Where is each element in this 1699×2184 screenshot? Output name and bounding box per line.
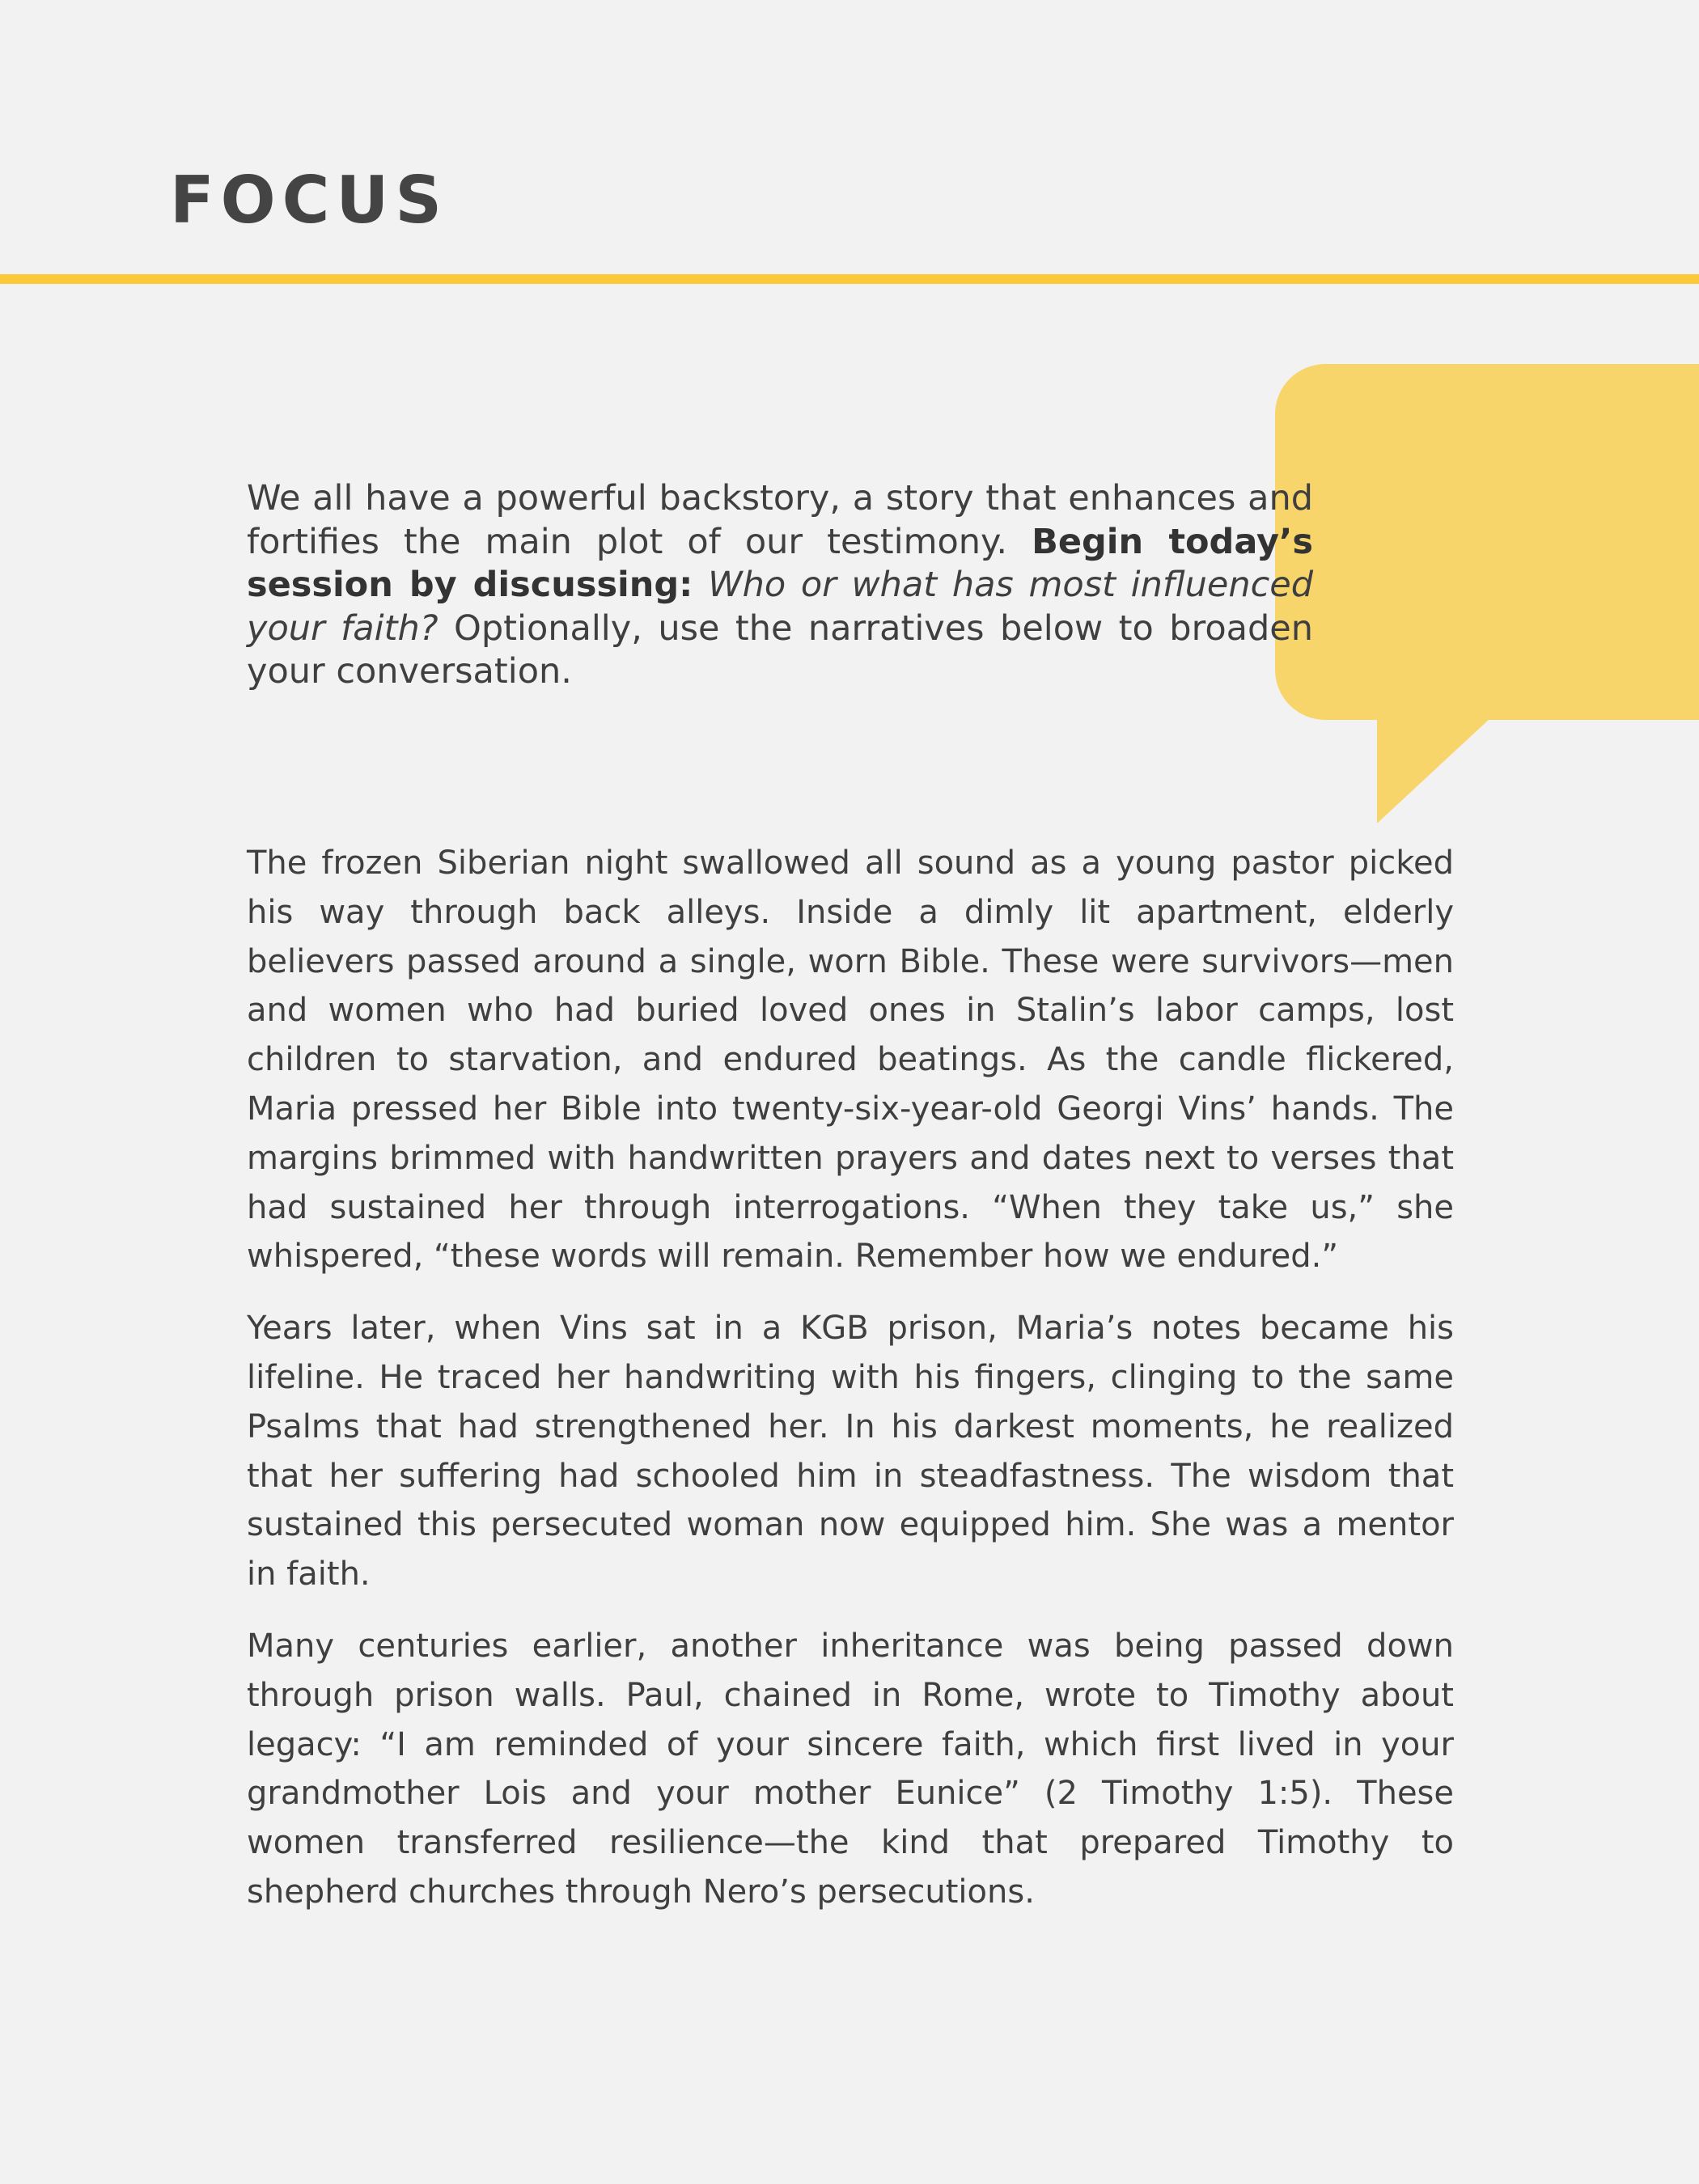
narrative-paragraph: Years later, when Vins sat in a KGB prison, Maria’s notes became his lifeline. He traced her handwriting with his fingers, clinging to the same Psalms that had strengthened her. In his darkest moments, he realized that her suffering had schooled him in steadfastness. The wisdom that sustained this persecuted woman now equipped him. She was a mentor in faith.: [247, 1310, 1454, 1594]
intro-bold: Begin today’s session by discussing:: [247, 521, 1313, 605]
intro-tail: Optionally, use the narratives below to broaden your conversation.: [247, 607, 1313, 692]
title-divider: [0, 274, 1699, 284]
intro-lead: We all have a powerful backstory, a story that enhances and fortifies the main plot of our testimony.: [247, 478, 1313, 562]
intro-question: Who or what has most influenced your faith?: [247, 565, 1313, 649]
intro-prompt: [247, 477, 1313, 694]
page-title: FOCUS: [170, 163, 448, 238]
speech-bubble-icon: [1275, 364, 1699, 720]
narrative-body: [247, 839, 1454, 1940]
speech-bubble-tail: [1377, 718, 1490, 823]
speech-bubble-tail-shape: [1377, 718, 1490, 823]
narrative-paragraph: The frozen Siberian night swallowed all sound as a young pastor picked his way through back alleys. Inside a dimly lit apartment, elderly believers passed around a single, worn Bible. These were survivors—men and women who had buried loved ones in Stalin’s labor camps, lost children to starvation, and endured beatings. As the candle flickered, Maria pressed her Bible into twenty-six-year-old Georgi Vins’ hands. The margins brimmed with handwritten prayers and dates next to verses that had sustained her through interrogations. “When they take us,” she whispered, “these words will remain. Remember how we endured.”: [247, 844, 1454, 1276]
narrative-paragraph: Many centuries earlier, another inheritance was being passed down through prison walls. Paul, chained in Rome, wrote to Timothy about legacy: “I am reminded of your sincere faith, which first lived in your grandmother Lois and your mother Eunice” (2 Timothy 1:5). These women transferred resilience—the kind that prepared Timothy to shepherd churches through Nero’s persecutions.: [247, 1627, 1454, 1911]
